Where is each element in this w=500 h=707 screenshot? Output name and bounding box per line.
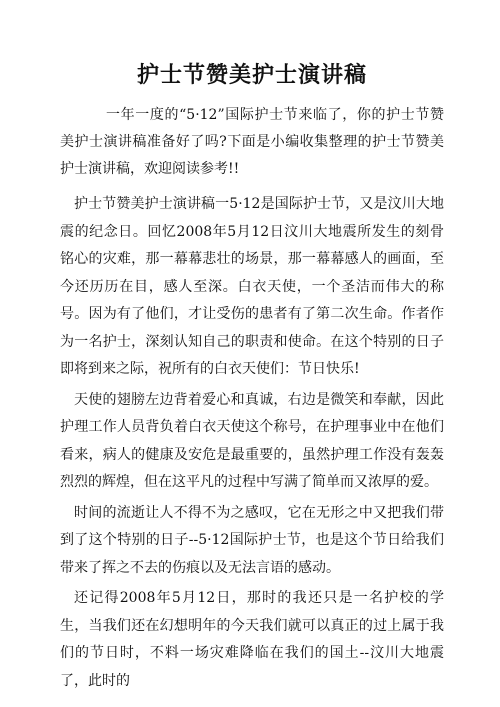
body-paragraph: 还记得2008年5月12日，那时的我还只是一名护校的学生，当我们还在幻想明年的今天我们就可以真正的过上属于我们的节日时，不料一场灾难降临在我们的国土--汶川大地震了，此时的	[60, 590, 444, 689]
body-paragraph: 护士节赞美护士演讲稿一5·12是国际护士节，又是汶川大地震的纪念日。回忆2008年5月12日汶川大地震所发生的刻骨铭心的灾难，那一幕幕悲壮的场景，那一幕幕感人的画面，至今还历历在目，感人至深。白衣天使，一个圣洁而伟大的称号。因为有了他们，才让受伤的患者有了第二次生命。作者作为一名护士，深刻认知自己的职责和使命。在这个特别的日子即将到来之际，祝所有的白衣天使们：节日快乐!	[60, 196, 444, 377]
body-paragraph: 天使的翅膀左边背着爱心和真诚，右边是微笑和奉献，因此护理工作人员背负着白衣天使这个称号，在护理事业中在他们看来，病人的健康及安危是最重要的，虽然护理工作没有轰轰烈烈的辉煌，但在这平凡的过程中写满了简单而又浓厚的爱。	[60, 391, 444, 490]
intro-paragraph: 一年一度的“5·12”国际护士节来临了，你的护士节赞美护士演讲稿准备好了吗?下面是小编收集整理的护士节赞美护士演讲稿，欢迎阅读参考!!	[60, 107, 444, 177]
body-paragraph: 时间的流逝让人不得不为之感叹，它在无形之中又把我们带到了这个特别的日子--5·12国际护士节，也是这个节日给我们带来了挥之不去的伤痕以及无法言语的感动。	[60, 504, 444, 576]
document-title: 护士节赞美护士演讲稿	[136, 62, 367, 88]
document-body	[60, 191, 444, 695]
